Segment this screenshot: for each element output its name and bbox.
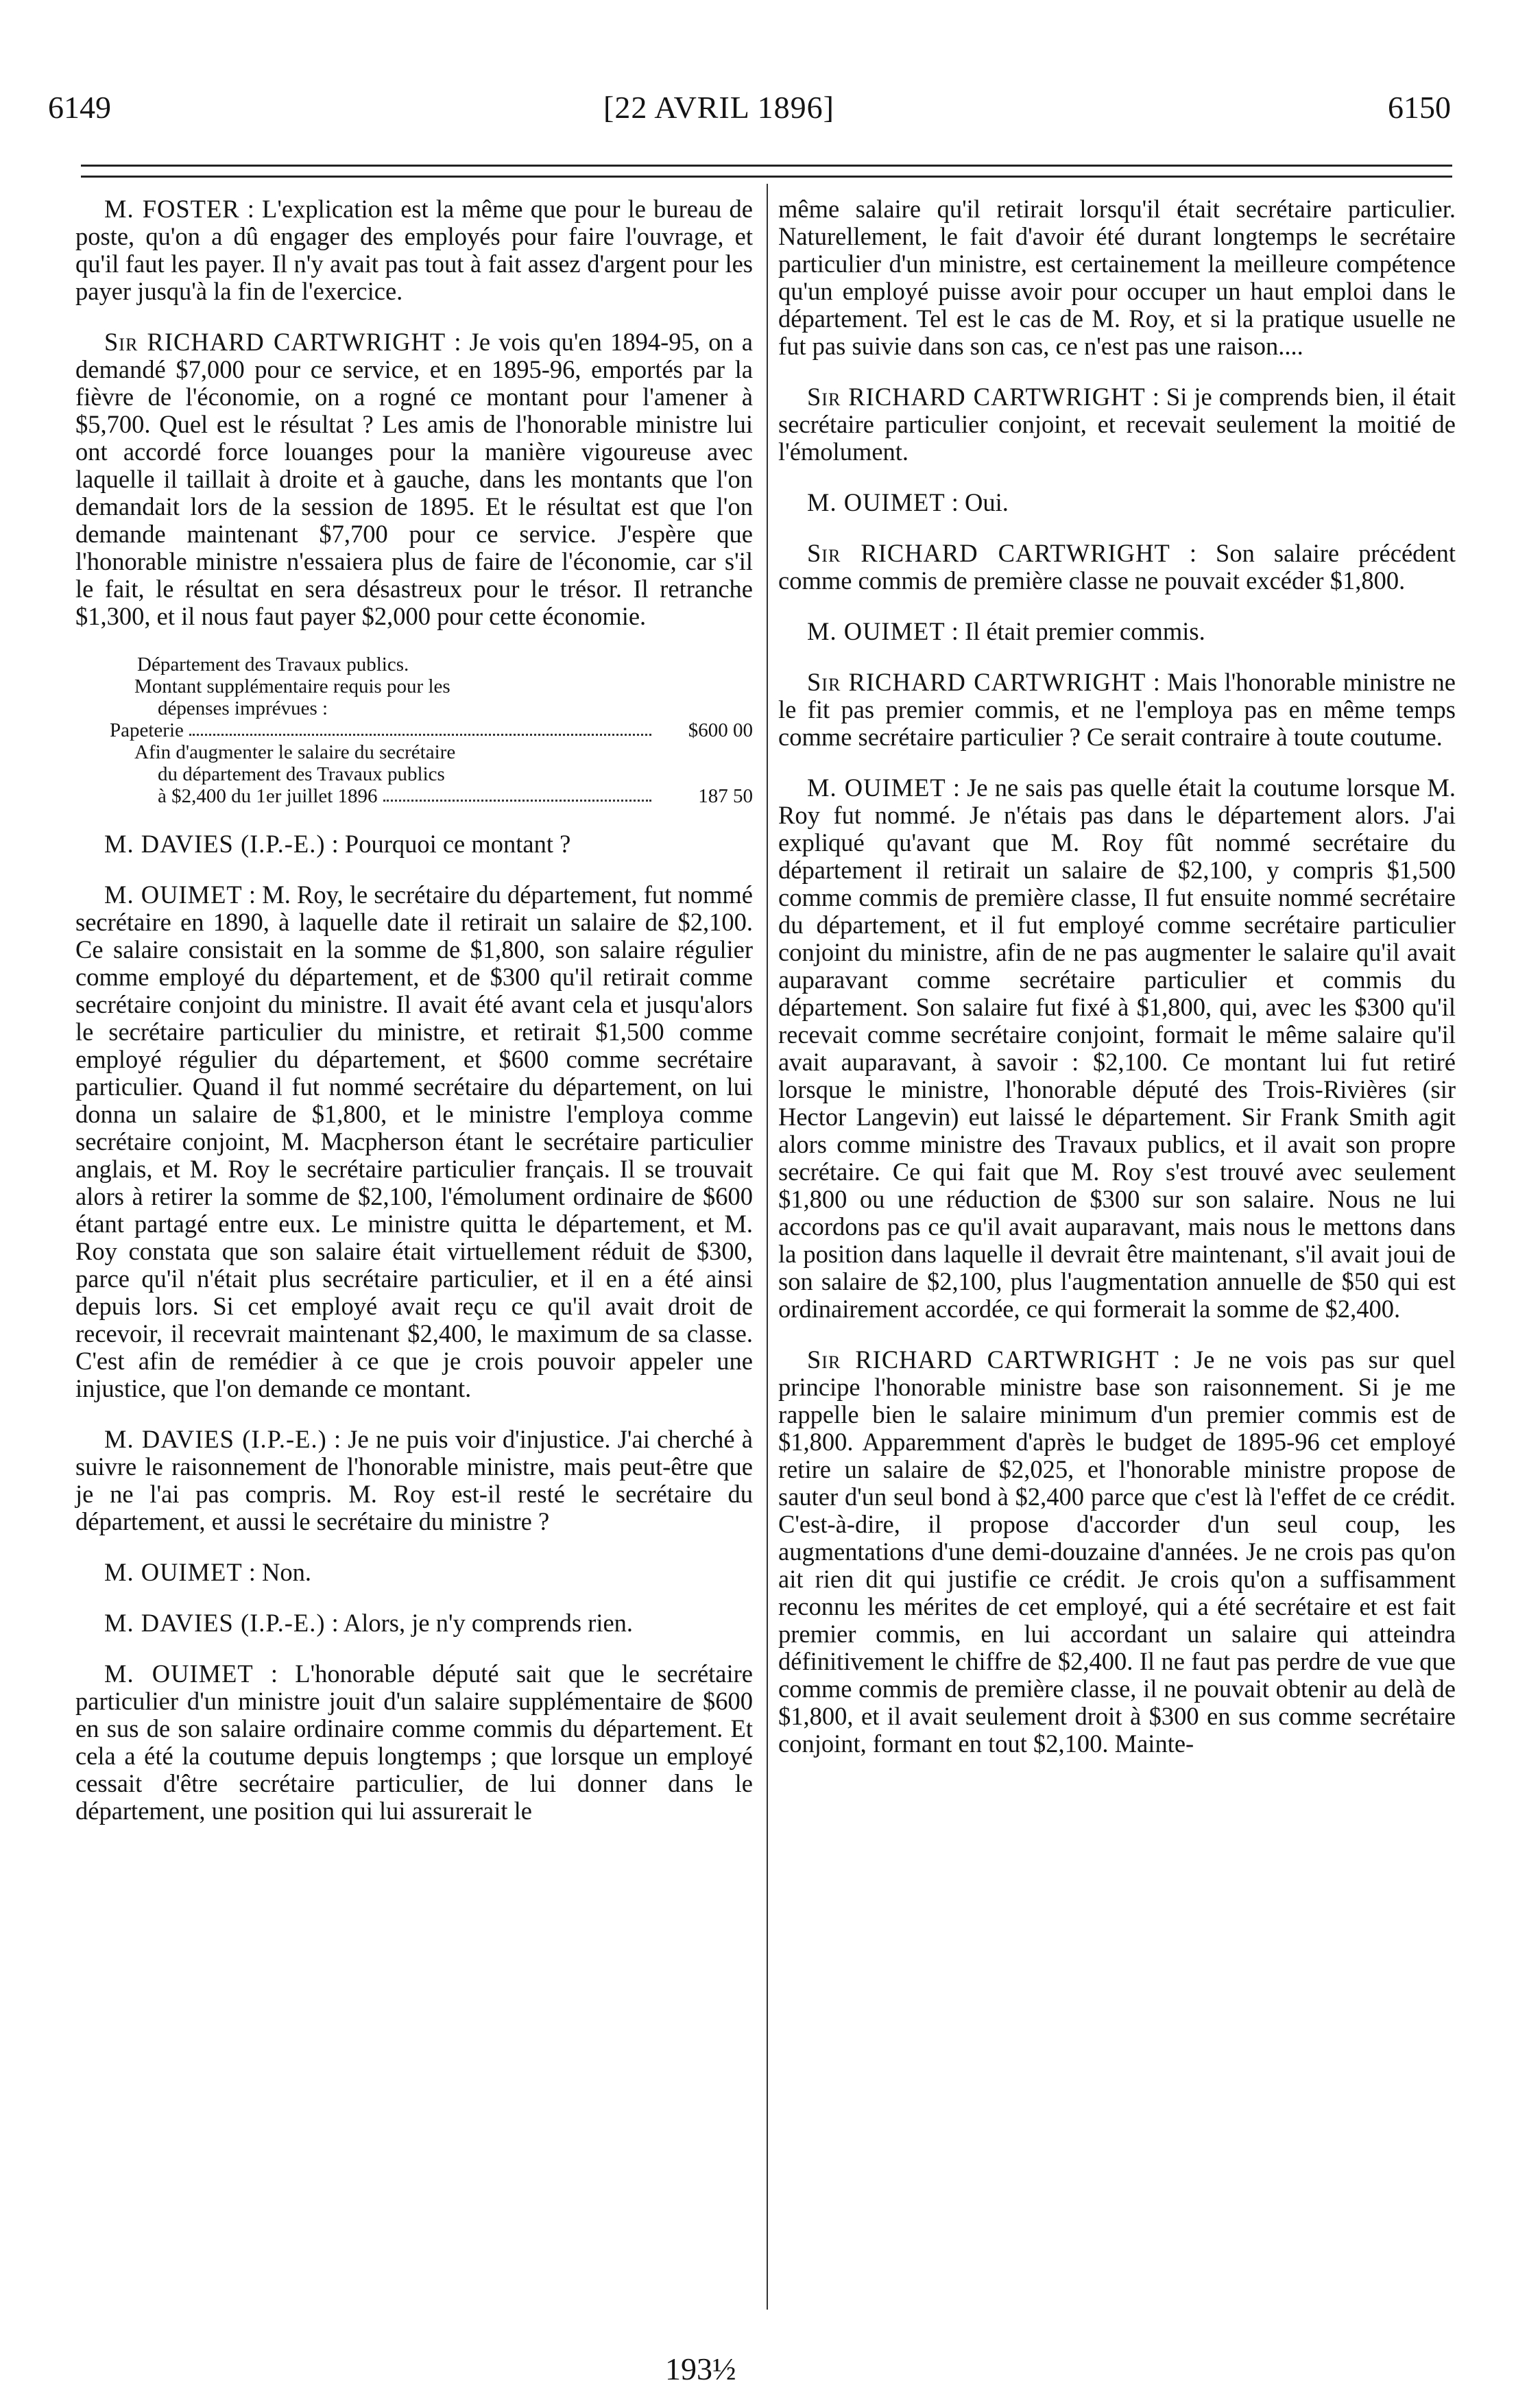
speech-text: : Je ne sais pas quelle était la coutume lorsque M. Roy fut nommé. Je n'étais pas dans le département alors. J'ai expliqué qu'avant que M. Roy fût nommé secrétaire du département il retirait un salaire de $2,100, y compris $1,500 comme commis de première classe, Il fut ensuite nommé secrétaire du département, et il fut employé comme secrétaire particulier conjoint du ministre, afin de ne pas augmenter le salaire qu'il avait auparavant comme secrétaire particulier et commis du département. Son salaire fut fixé à $1,800, qui, avec les $300 qu'il recevait comme secrétaire conjoint, formait le même salaire qu'il avait auparavant, à savoir : $2,100. Ce montant lui fut retiré lorsque le ministre, l'honorable député des Trois-Rivières (sir Hector Langevin) eut laissé le département. Sir Frank Smith agit alors comme ministre des Travaux publics, et il avait son propre secrétaire. Ce qui fait que M. Roy s'est trouvé avec seulement $1,800 ou une réduction de $300 sur son salaire. Nous ne lui accordons pas ce qu'il avait auparavant, mais nous le mettons dans la position dans laquelle il devrait être maintenant, s'il avait joui de son salaire de $2,100, plus l'augmentation annuelle de $50 qui est ordinairement accordée, ce qui formerait la somme de $2,400.: [778, 774, 1456, 1323]
estimates-block: [110, 654, 753, 807]
speaker-name: M. OUIMET: [104, 1558, 243, 1586]
speaker-name: M. OUIMET: [104, 880, 243, 909]
speech-paragraph: [778, 1346, 1456, 1758]
estimates-item-label: à $2,400 du 1er juillet 1896: [158, 785, 378, 807]
speech-text: : Je ne vois pas sur quel principe l'honorable ministre base son raisonnement. Si je me rappelle bien le salaire minimum d'un premier commis est de $1,800. Apparemment d'après le budget de 1895-96 cet employé retire un salaire de $2,025, et l'honorable ministre propose de sauter d'un seul bond à $2,400 parce que c'est là l'effet de ce crédit. C'est-à-dire, il propose d'accorder d'un seul coup, les augmentations d'une demi-douzaine d'années. Je ne crois pas qu'on ait rien dit qui justifie ce crédit. Je crois qu'on a suffisamment reconnu les mérites de cet employé, qui a été secrétaire et est fait premier commis, en lui accordant un salaire qui atteindra définitivement le chiffre de $2,400. Il ne faut pas perdre de vue que comme commis de première classe, il ne pouvait obtenir au delà de $1,800, et il avait seulement droit à $300 en sus comme secrétaire conjoint, formant en tout $2,100. Mainte-: [778, 1345, 1456, 1758]
speech-paragraph: [778, 195, 1456, 360]
header-rule-top: [81, 165, 1452, 167]
speech-paragraph: [778, 774, 1456, 1323]
speaker-name: Sir RICHARD CARTWRIGHT: [104, 328, 446, 356]
header-date: [22 AVRIL 1896]: [603, 90, 834, 125]
speech-paragraph: [75, 1426, 753, 1535]
speech-text: : Alors, je n'y comprends rien.: [325, 1609, 634, 1637]
estimates-item-label: Papeterie: [110, 719, 184, 741]
speech-paragraph: [778, 618, 1456, 645]
header-rule-bottom: [81, 176, 1452, 178]
speech-text: : Oui.: [945, 488, 1009, 516]
speaker-name: M. DAVIES (I.P.-E.): [104, 1425, 327, 1453]
speaker-name: M. FOSTER: [104, 195, 240, 223]
speaker-name: M. DAVIES (I.P.-E.): [104, 1609, 326, 1637]
speech-text: même salaire qu'il retirait lorsqu'il était secrétaire particulier. Naturellement, le fait d'avoir été durant longtemps le secrétaire particulier d'un ministre, est certainement la meilleure compétence qu'un employé puisse avoir pour occuper un haut emploi dans le département. Tel est le cas de M. Roy, et si la pratique usuelle ne fut pas suivie dans son cas, ce n'est pas une raison....: [778, 195, 1456, 360]
speech-text: : Pourquoi ce montant ?: [325, 830, 571, 858]
speaker-name: M. OUIMET: [104, 1660, 254, 1688]
speech-paragraph: [75, 328, 753, 630]
page-header: [0, 89, 1540, 137]
estimates-dept: Département des Travaux publics.: [137, 654, 409, 675]
speaker-name: Sir RICHARD CARTWRIGHT: [807, 383, 1146, 411]
speaker-name: M. DAVIES (I.P.-E.): [104, 830, 326, 858]
speech-paragraph: [778, 669, 1456, 751]
speech-text: : L'honorable député sait que le secrétaire particulier d'un ministre jouit d'un salaire supplémentaire de $600 en sus de son salaire ordinaire comme commis du département. Et cela a été la coutume depuis longtemps ; que lorsque un employé cessait d'être secrétaire particulier, de lui donner dans le département, une position qui lui assurerait le: [75, 1660, 753, 1825]
speech-text: : Son salaire précédent comme commis de première classe ne pouvait excéder $1,800.: [778, 539, 1456, 595]
speech-text: : Je ne puis voir d'injustice. J'ai cherché à suivre le raisonnement de l'honorable ministre, mais peut-être que je ne l'ai pas compris. M. Roy est-il resté le secrétaire du département, et aussi le secrétaire du ministre ?: [75, 1425, 753, 1535]
speech-text: : M. Roy, le secrétaire du département, fut nommé secrétaire en 1890, à laquelle date il retirait un salaire de $2,100. Ce salaire consistait en la somme de $1,800, son salaire régulier comme employé du département, et de $300 qu'il retirait comme secrétaire conjoint du ministre. Il avait été avant cela et jusqu'alors le secrétaire particulier du ministre, et retirait $1,500 comme employé régulier du département, et $600 comme secrétaire particulier. Quand il fut nommé secrétaire du département, on lui donna un salaire de $1,800, et le ministre l'employa comme secrétaire conjoint, M. Macpherson étant le secrétaire particulier anglais, et M. Roy le secrétaire particulier français. Il se trouvait alors à retirer la somme de $2,100, l'émolument ordinaire de $600 étant partagé entre eux. Le ministre quitta le département, et M. Roy constata que son salaire était virtuellement réduit de $300, parce qu'il n'était plus secrétaire particulier, et il en a été ainsi depuis lors. Si cet employé avait reçu ce qu'il avait droit de recevoir, il recevrait maintenant $2,400, le maximum de sa classe. C'est afin de remédier à ce que je crois pouvoir appeler une injustice, que l'on demande ce montant.: [75, 880, 753, 1402]
speech-paragraph: [75, 1660, 753, 1825]
estimates-line: du département des Travaux publics: [158, 763, 445, 785]
page-number-left: 6149: [48, 90, 111, 125]
speaker-name: Sir RICHARD CARTWRIGHT: [807, 668, 1146, 696]
speech-paragraph: [75, 830, 753, 858]
estimates-item-stationery: [110, 719, 753, 741]
estimates-line: dépenses imprévues :: [158, 697, 328, 719]
speaker-name: Sir RICHARD CARTWRIGHT: [807, 539, 1170, 567]
speech-text: : Il était premier commis.: [945, 617, 1205, 645]
estimates-item-amount: $600 00: [688, 719, 753, 741]
speech-paragraph: [75, 881, 753, 1402]
speech-paragraph: [778, 383, 1456, 466]
estimates-item-amount: 187 50: [698, 785, 753, 807]
speech-text: : Si je comprends bien, il était secrétaire particulier conjoint, et recevait seulement la moitié de l'émolument.: [778, 383, 1456, 466]
speaker-name: M. OUIMET: [807, 617, 946, 645]
page-signature: 193½: [665, 2351, 736, 2386]
estimates-line: Montant supplémentaire requis pour les: [134, 675, 450, 697]
estimates-line: Afin d'augmenter le salaire du secrétaire: [134, 741, 456, 763]
speaker-name: Sir RICHARD CARTWRIGHT: [807, 1345, 1159, 1374]
left-column: [75, 195, 753, 1848]
estimates-item-salary: [110, 785, 753, 807]
speech-text: : Je vois qu'en 1894-95, on a demandé $7,000 pour ce service, et en 1895-96, emportés par la fièvre de l'économie, on a rogné ce montant pour l'amener à $5,700. Quel est le résultat ? Les amis de l'honorable ministre lui ont accordé force louanges pour la manière vigoureuse avec laquelle il taillait à droite et à gauche, dans les montants que l'on demandait lors de la session de 1895. Et le résultat est que l'on demande maintenant $7,700 pour ce service. J'espère que l'honorable ministre n'essaiera plus de faire de l'économie, car s'il le fait, le résultat en sera désastreux pour le trésor. Il retranche $1,300, et il nous faut payer $2,000 pour cette économie.: [75, 328, 753, 630]
speech-paragraph: [75, 1609, 753, 1637]
speech-text: : Mais l'honorable ministre ne le fit pas premier commis, et ne l'employa pas en même temps comme secrétaire particulier ? Ce serait contraire à toute coutume.: [778, 668, 1456, 751]
speech-paragraph: [778, 489, 1456, 516]
dot-leader: [383, 785, 651, 802]
page-number-right: 6150: [1388, 90, 1451, 125]
dot-leader: [189, 719, 651, 736]
speaker-name: M. OUIMET: [807, 488, 946, 516]
column-divider: [767, 184, 768, 2310]
speech-text: : L'explication est la même que pour le bureau de poste, qu'on a dû engager des employés pour faire l'ouvrage, et qu'il faut les payer. Il n'y avait pas tout à fait assez d'argent pour les payer jusqu'à la fin de l'exercice.: [75, 195, 753, 305]
right-column: [778, 195, 1456, 1781]
speech-paragraph: [778, 540, 1456, 595]
speaker-name: M. OUIMET: [807, 774, 946, 802]
speech-paragraph: [75, 1559, 753, 1586]
speech-paragraph: [75, 195, 753, 305]
speech-text: : Non.: [242, 1558, 311, 1586]
